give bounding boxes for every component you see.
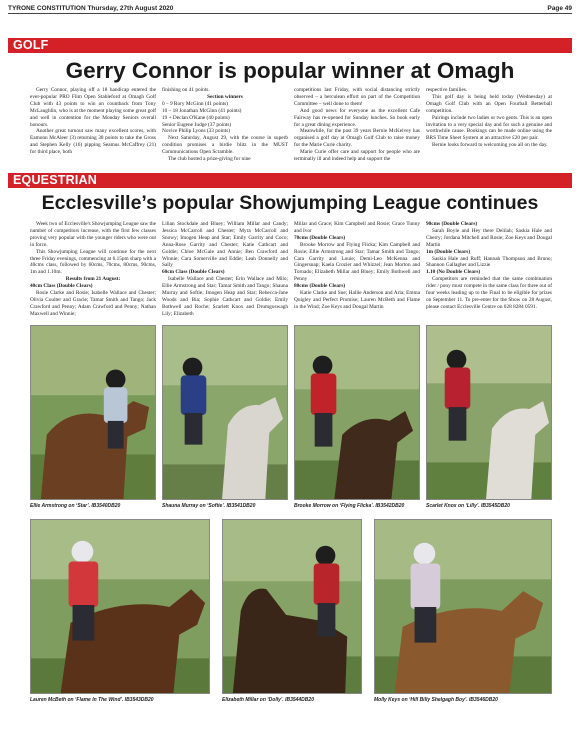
- caption-scarlet-knox: Scarlet Knox on ‘Lilly’. IB3545DB20: [426, 503, 510, 509]
- photo-lauren-mcbeth: [30, 519, 210, 694]
- eq-c3-results-70: Brooke Morrow and Flying Flicka; Kim Campbell and Rosie; Ellie Armstrong and Star; Tamar Smith and Tango; Cara Garrity and Louie; Demi-Leo McKenna and Gingersnap; Kaela Crozier and Whizzel; Jean Morton and Tornado; Elizabeth Millar and Bluey; Emily Bothwell and Penny: [294, 241, 420, 283]
- golf-c1-p1: Gerry Connor, playing off a 18 handicap entered the ever-popular PRO Flim Open Stableford at Omagh Golf Club with 43 points to win on countback from Tony McLaughlin, who is at the moment playing some great golf and well in contention for the Monday Seniors overall honours.: [30, 87, 156, 128]
- golf-c2-tail2: The club hosted a prize-giving for nine: [168, 156, 251, 163]
- section-bar-golf: [8, 38, 572, 53]
- golf-c2-item: 19 + Declan O'Kane (40 points): [162, 114, 230, 121]
- golf-c2-item: Senior Eugene Judge (37 points): [162, 121, 232, 128]
- photo-scarlet-knox-image: [427, 326, 551, 499]
- eq-c4-class-110: 1.10 (No Double Clears): [426, 269, 481, 276]
- golf-c4-p1: respective families.: [426, 87, 468, 93]
- caption-ellie-armstrong: Ellie Armstrong on ‘Star’. IB3540DB20: [30, 503, 121, 509]
- eq-column-2: [162, 221, 288, 319]
- golf-c3-p3: Meanwhile, for the past 39 years Bernie McKelvey has organised a golf day at Omagh Golf Club to raise money for the Marie Curie charity.: [294, 128, 420, 149]
- golf-column-3: [294, 87, 420, 165]
- golf-c3-p4: Marie Curie offer care and support for people who are terminally ill and indeed help and support the: [294, 149, 420, 163]
- eq-c3-results-80: Katie Clarke and Sue; Hallie Anderson and Aria; Emma Quigley and Perfect Promise; Lauren McBeth and Flame in the Wind; Zoe Keys and Dougal Martin: [294, 290, 420, 310]
- caption-shauna-murray: Shauna Murray on ‘Softie’. IB3541DB20: [162, 503, 256, 509]
- golf-c2-subhead: Section winners: [207, 93, 243, 100]
- golf-c3-p1: competitions last Friday, with social distancing strictly observed – a herculean effort on part of the Competition Committee – well done to them!: [294, 87, 420, 107]
- section-label-equestrian: EQUESTRIAN: [13, 173, 97, 187]
- photo-brooke-morrow: [294, 325, 420, 500]
- eq-c1-results: Rosie Clarke and Rosie; Isabelle Wallace and Chester; Olivia Coulter and Gracie; Tamar Smith and Tango; Jack Crawford and Penny; Adam Crawford and Penny; Nathan Maxwell and Winnie;: [30, 290, 156, 317]
- masthead-rule: [8, 13, 572, 14]
- photo-molly-keys: [374, 519, 552, 694]
- photo-shauna-murray: [162, 325, 288, 500]
- photo-molly-keys-image: [375, 520, 551, 693]
- eq-column-1: [30, 221, 156, 319]
- photo-shauna-murray-image: [163, 326, 287, 499]
- golf-c4-p4: Bernie looks forward to welcoming you all on the day.: [432, 142, 548, 149]
- eq-c4-class-90: 90cms (Double Clears): [426, 221, 478, 227]
- eq-c4-results-1m: Saskia Hale and Ruff; Hannah Thompson and Bruno; Shannon Gallagher and Lizzie: [426, 255, 552, 269]
- eq-c1-p2: This Showjumping League will continue for the next three Friday evenings, commencing at 6.15pm sharp with a 40cms class, followed by 60cms, 70cms, 80cms, 90cms, 1m and 1.10m.: [30, 248, 156, 276]
- caption-brooke-morrow: Brooke Morrow on ‘Flying Flicka’. IB3542DB20: [294, 503, 405, 509]
- caption-lauren-mcbeth: Lauren McBeth on ‘Flame In The Wind’. IB3543DB20: [30, 697, 154, 703]
- photo-ellie-armstrong: [30, 325, 156, 500]
- golf-c4-p3: Pairings include two ladies or two gents. This is an open invitation to a very special day and for such a genuine and worthwhile cause. Bookings can be made online using the BRS Time Sheet System at an attractive £20 per pair.: [426, 114, 552, 142]
- golf-c4-p2: This golf day is being held today (Wednesday) at Omagh Golf Club with an Open Fourball Betterball competition.: [426, 93, 552, 114]
- eq-c3-class-70: 70cms (Double Clears): [294, 234, 346, 241]
- eq-c2-results: Isabelle Wallace and Chester; Erin Wallace and Milo; Ellie Armstrong and Star; Tamar Smith and Tango; Shauna Murray and Softie; Imogen Heap and Star; Rebecca-Jane Woods and Bia; Sophie Cathcart and Goldie; Emily Bothwell and Roche; Scarlett Knox and Drumgoswagh Lily; Elizabeth: [162, 276, 288, 317]
- eq-column-4: [426, 221, 552, 319]
- eq-c4-notice: Competitors are reminded that the same combination rider / pony must compete in the same class for three out of four weeks leading up to the Final to be eligible for prizes on September 11. To pre-enter for the Show on 28 August, please contact Ecclesville Centre on 028 8284 0591.: [426, 276, 552, 310]
- eq-c1-subhead: Results from 21 August:: [65, 276, 121, 283]
- golf-column-4: [426, 87, 552, 165]
- photo-scarlet-knox: [426, 325, 552, 500]
- golf-c3-p2: And good news for everyone as the excellent Cafe Fairway has re-opened for Sunday lunches. So book early for a great dining experience.: [294, 107, 420, 128]
- publication-date: TYRONE CONSTITUTION Thursday, 27th August 2020: [8, 5, 174, 12]
- eq-column-3: [294, 221, 420, 319]
- section-label-golf: GOLF: [13, 38, 49, 52]
- golf-column-2: [162, 87, 288, 165]
- golf-c2-item: Novice Philip Lyons (33 points): [162, 128, 230, 135]
- page-number: Page 49: [547, 5, 572, 12]
- photo-elizabeth-millar: [222, 519, 362, 694]
- caption-elizabeth-millar: Elizabeth Millar on ‘Dolly’. IB3544DB20: [222, 697, 314, 703]
- photo-lauren-mcbeth-image: [31, 520, 209, 693]
- photo-elizabeth-millar-image: [223, 520, 361, 693]
- eq-c4-results-90: Sarah Boyle and Hey there Delilah; Saskia Hale and Cherry; Jordana Mitchell and Rosie; Zoe Keys and Dougal Martin: [426, 227, 552, 248]
- photo-brooke-morrow-image: [295, 326, 419, 499]
- photo-ellie-armstrong-image: [31, 326, 155, 499]
- eq-c2-class: 60cm Class (Double Clears): [162, 269, 225, 276]
- equestrian-headline: Ecclesville’s popular Showjumping League continues: [41, 192, 539, 214]
- golf-c2-tail: Next Saturday, August 29, with the course in superb condition promises a birdie blitz in the MUST Communications Open Scramble.: [162, 135, 288, 156]
- eq-c1-p1: Week two of Ecclesville's Showjumping League saw the number of competitors increase, with the first few classes proving very popular with the younger riders who were out in force.: [30, 221, 156, 248]
- section-bar-equestrian: [8, 173, 572, 188]
- eq-c4-class-1m: 1m (Double Clears): [426, 248, 471, 255]
- eq-c3-head: Millar and Grace; Kim Campbell and Rosie; Grace Tunny and Ivor: [294, 221, 420, 234]
- golf-c2-item: 0 – 9 Rory McGinn (41 points): [162, 100, 228, 107]
- golf-column-1: [30, 87, 156, 165]
- golf-headline: Gerry Connor is popular winner at Omagh: [65, 58, 515, 83]
- eq-c3-class-80: 80cms (Double Clears): [294, 283, 346, 290]
- eq-c1-class: 40cm Class (Double Clears): [30, 283, 93, 290]
- golf-c1-p2: Another great turnout saw many excellent scores, with Eamonn McAleer (3) returning 38 points to take the Gross and Stephen Kelly (16) pipping Seamus McCaffrey (21) for third place, both: [30, 128, 156, 156]
- golf-c2-intro: finishing on 41 points.: [162, 87, 210, 93]
- caption-molly-keys: Molly Keys on ‘Hill Billy Shelgagh Boy’. IB3546DB20: [374, 697, 498, 703]
- eq-c2-head: Lilian Stockdale and Bluey; William Millar and Candy; Jessica McCarroll and Chester; Myra McCarroll and Snowy; Imogen Heap and Star; Emily Garrity and Coco; Anna-Rose Garrity and Chester; Katie Cathcart and Goldie; Chloe McGale and Annie; Ben Crawford and Winnie; Cara Somerville and Eddie; Leah Donnelly and Sally: [162, 221, 288, 269]
- golf-c2-item: 10 – 18 Jonathan McGinn (41 points): [162, 107, 242, 114]
